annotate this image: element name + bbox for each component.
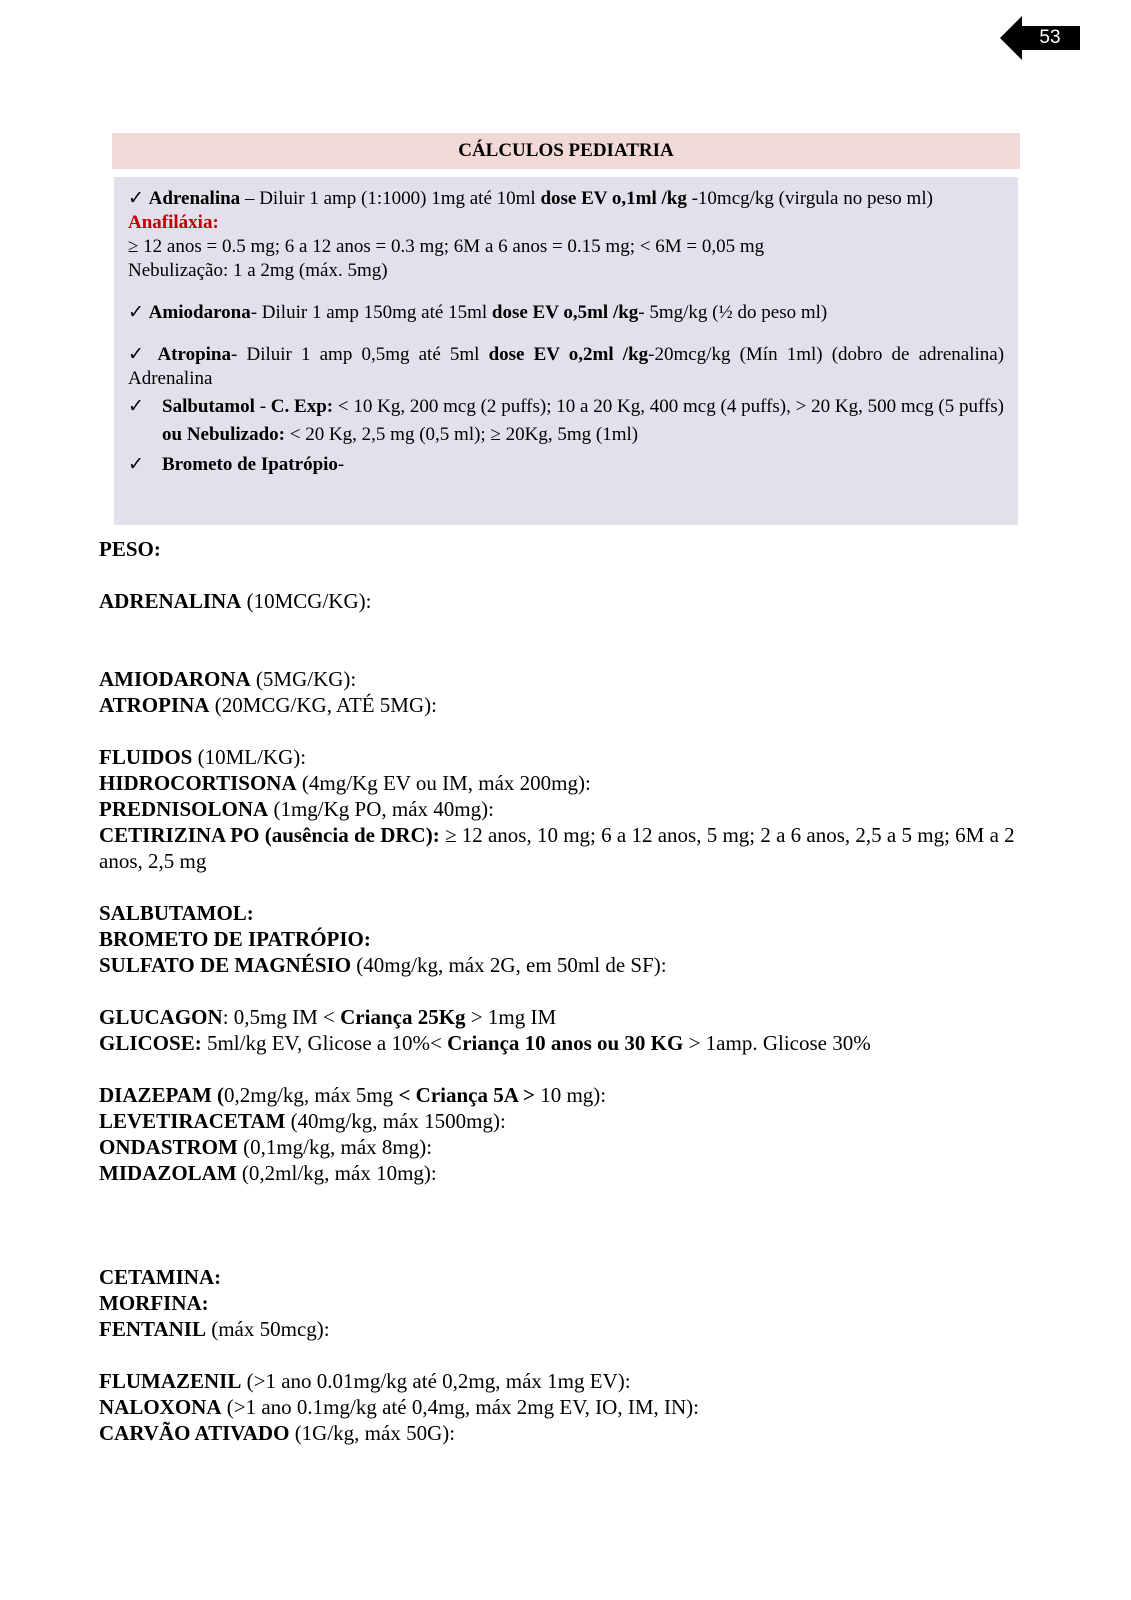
- nebulizacao-line: Nebulização: 1 a 2mg (máx. 5mg): [128, 260, 388, 281]
- check-icon: ✓: [128, 188, 144, 209]
- arrow-left-icon: [1000, 16, 1022, 60]
- prednisolona-line: PREDNISOLONA (1mg/Kg PO, máx 40mg):: [99, 797, 494, 821]
- amiodarona-entry: ✓ Amiodarona- Diluir 1 amp 150mg até 15ml dose EV o,5ml /kg- 5mg/kg (½ do peso ml): [128, 302, 828, 323]
- glucagon-line: GLUCAGON: 0,5mg IM < Criança 25Kg > 1mg IM: [99, 1005, 557, 1029]
- morfina-line: MORFINA:: [99, 1291, 209, 1315]
- check-icon: ✓: [128, 302, 144, 323]
- fentanil-line: FENTANIL (máx 50mcg):: [99, 1317, 330, 1341]
- fluidos-line: FLUIDOS (10ML/KG):: [99, 745, 307, 769]
- atropina-entry: ✓ Atropina- Diluir 1 amp 0,5mg até 5ml dose EV o,2ml /kg-20mcg/kg (Mín 1ml) (dobro de adrenalina) Adrenalina: [128, 344, 1005, 389]
- amiodarona-line: AMIODARONA (5MG/KG):: [99, 667, 357, 691]
- page-number-badge: [1000, 16, 1084, 60]
- calculation-list: [99, 536, 1041, 1446]
- atropina-line: ATROPINA (20MCG/KG, ATÉ 5MG):: [99, 693, 437, 717]
- sulfato-line: SULFATO DE MAGNÉSIO (40mg/kg, máx 2G, em 50ml de SF):: [99, 953, 667, 977]
- salbutamol-line: SALBUTAMOL:: [99, 901, 254, 925]
- brometo-entry: ✓ Brometo de Ipatrópio-: [128, 451, 1004, 479]
- carvao-line: CARVÃO ATIVADO (1G/kg, máx 50G):: [99, 1421, 456, 1445]
- section-title: CÁLCULOS PEDIATRIA: [112, 133, 1020, 169]
- ondastrom-line: ONDASTROM (0,1mg/kg, máx 8mg):: [99, 1135, 433, 1159]
- drug-name: Salbutamol: [162, 396, 255, 417]
- reference-box: [114, 177, 1018, 525]
- glicose-line: GLICOSE: 5ml/kg EV, Glicose a 10%< Criança 10 anos ou 30 KG > 1amp. Glicose 30%: [99, 1031, 871, 1055]
- naloxona-line: NALOXONA (>1 ano 0.1mg/kg até 0,4mg, máx 2mg EV, IO, IM, IN):: [99, 1395, 699, 1419]
- salbutamol-entry: ✓ Salbutamol - C. Exp: < 10 Kg, 200 mcg (2 puffs); 10 a 20 Kg, 400 mcg (4 puffs), > 20 Kg, 500 mcg (5 puffs) ou Nebulizado: < 20 Kg, 2,5 mg (0,5 ml); ≥ 20Kg, 5mg (1ml): [128, 393, 1004, 449]
- levetiracetam-line: LEVETIRACETAM (40mg/kg, máx 1500mg):: [99, 1109, 506, 1133]
- midazolam-line: MIDAZOLAM (0,2ml/kg, máx 10mg):: [99, 1161, 437, 1185]
- check-icon: ✓: [128, 454, 144, 475]
- check-icon: ✓: [128, 396, 144, 417]
- adrenalina-line: ADRENALINA (10MCG/KG):: [99, 589, 372, 613]
- drug-name: Adrenalina: [148, 188, 241, 209]
- adrenalina-entry: ✓ Adrenalina – Diluir 1 amp (1:1000) 1mg até 10ml dose EV o,1ml /kg -10mcg/kg (virgula no peso ml): [128, 188, 933, 209]
- drug-name: Amiodarona: [148, 302, 251, 323]
- anafilaxia-label: Anafiláxia:: [128, 212, 219, 233]
- check-icon: ✓: [128, 344, 149, 365]
- peso-line: PESO:: [99, 537, 161, 561]
- hidrocortisona-line: HIDROCORTISONA (4mg/Kg EV ou IM, máx 200mg):: [99, 771, 591, 795]
- diazepam-line: DIAZEPAM (0,2mg/kg, máx 5mg < Criança 5A > 10 mg):: [99, 1083, 607, 1107]
- brometo-line: BROMETO DE IPATRÓPIO:: [99, 927, 371, 951]
- drug-name: Atropina: [157, 344, 232, 365]
- page-number: 53: [1020, 26, 1080, 50]
- flumazenil-line: FLUMAZENIL (>1 ano 0.01mg/kg até 0,2mg, máx 1mg EV):: [99, 1369, 631, 1393]
- drug-name: Brometo de Ipatrópio: [162, 454, 338, 475]
- anafilaxia-doses: ≥ 12 anos = 0.5 mg; 6 a 12 anos = 0.3 mg; 6M a 6 anos = 0.15 mg; < 6M = 0,05 mg: [128, 236, 765, 257]
- cetamina-line: CETAMINA:: [99, 1265, 222, 1289]
- cetirizina-line: CETIRIZINA PO (ausência de DRC): ≥ 12 anos, 10 mg; 6 a 12 anos, 5 mg; 2 a 6 anos, 2,5 a 5 mg; 6M a 2 anos, 2,5 mg: [99, 823, 1015, 873]
